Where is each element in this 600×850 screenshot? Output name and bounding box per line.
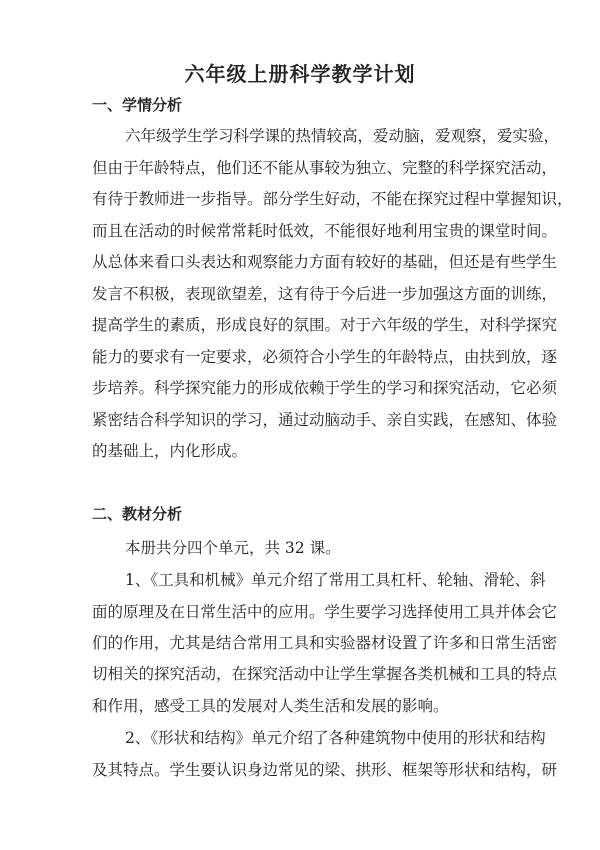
text-line: 提高学生的素质，形成良好的氛围。对于六年级的学生，对科学探究	[92, 316, 558, 334]
text-line: 切相关的探究活动，在探究活动中让学生掌握各类机械和工具的特点	[92, 665, 558, 683]
text-line: 紧密结合科学知识的学习，通过动脑动手、亲自实践，在感知、体验	[92, 411, 558, 429]
text-line: 们的作用，尤其是结合常用工具和实验器材设置了许多和日常生活密	[92, 634, 558, 652]
section-heading: 一、学情分析	[92, 96, 183, 114]
text-line: 但由于年龄特点，他们还不能从事较为独立、完整的科学探究活动，	[92, 159, 558, 177]
text-line: 2、《形状和结构》单元介绍了各种建筑物中使用的形状和结构	[125, 729, 546, 747]
text-line: 面的原理及在日常生活中的应用。学生要学习选择使用工具并体会它	[92, 603, 558, 621]
section-heading: 二、教材分析	[92, 505, 183, 523]
text-line: 发言不积极，表现欲望差，这有待于今后进一步加强这方面的训练，	[92, 285, 558, 303]
text-line: 的基础上，内化形成。	[92, 442, 248, 460]
text-line: 六年级学生学习科学课的热情较高，爱动脑，爱观察，爱实验，	[125, 127, 560, 145]
text-line: 1、《工具和机械》单元介绍了常用工具杠杆、轮轴、滑轮、斜	[125, 571, 546, 589]
text-line: 能力的要求有一定要求，必须符合小学生的年龄特点，由扶到放，逐	[92, 348, 558, 366]
text-line: 而且在活动的时候常常耗时低效，不能很好地利用宝贵的课堂时间。	[92, 222, 558, 240]
text-line: 步培养。科学探究能力的形成依赖于学生的学习和探究活动，它必须	[92, 379, 558, 397]
document-title: 六年级上册科学教学计划	[184, 62, 416, 86]
text-line: 有待于教师进一步指导。部分学生好动，不能在探究过程中掌握知识，	[92, 190, 573, 208]
text-line: 和作用，感受工具的发展对人类生活和发展的影响。	[92, 697, 449, 715]
text-line: 从总体来看口头表达和观察能力方面有较好的基础，但还是有些学生	[92, 253, 558, 271]
text-line: 及其特点。学生要认识身边常见的梁、拱形、框架等形状和结构，研	[92, 761, 558, 779]
text-line: 本册共分四个单元，共 32 课。	[125, 539, 341, 557]
